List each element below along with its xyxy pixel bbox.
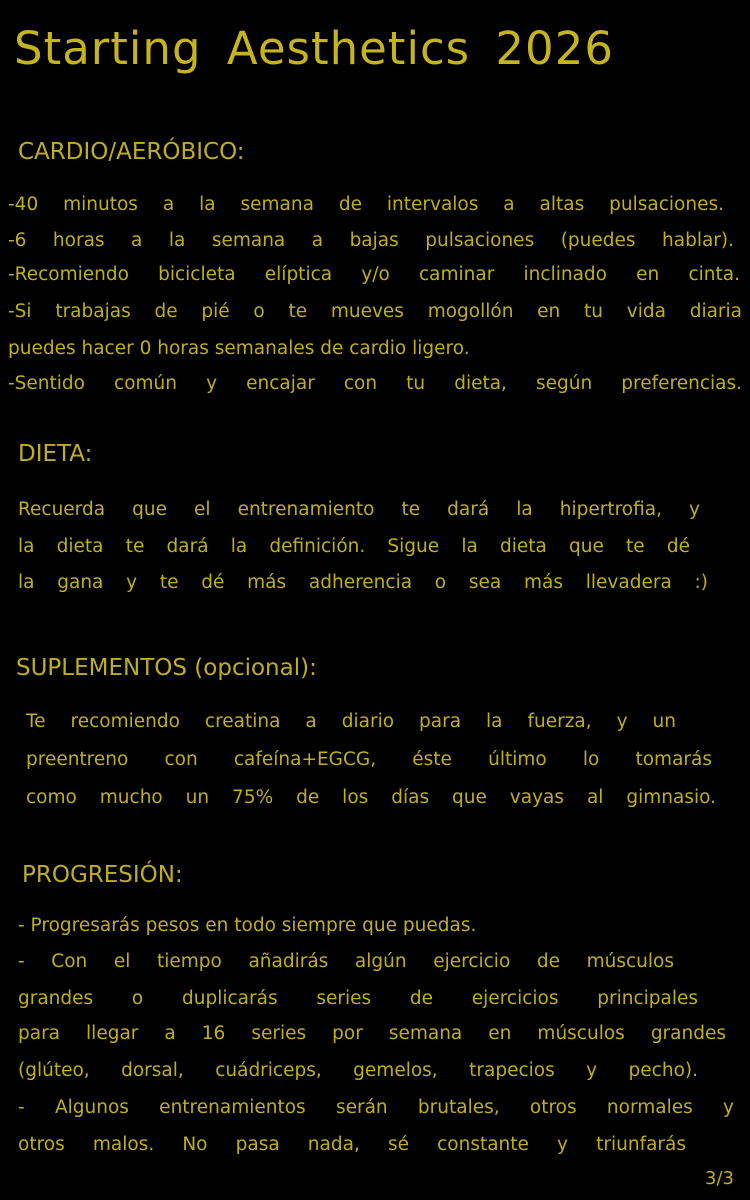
page-title: Starting Aesthetics 2026 [14, 22, 614, 75]
progresion-heading: PROGRESIÓN: [22, 862, 183, 888]
page-number: 3/3 [705, 1168, 734, 1189]
cardio-line: puedes hacer 0 horas semanales de cardio ligero. [8, 338, 470, 359]
progresion-line: para llegar a 16 series por semana en músculos grandes [18, 1023, 726, 1044]
cardio-line: -40 minutos a la semana de intervalos a altas pulsaciones. [8, 194, 724, 215]
cardio-line: -6 horas a la semana a bajas pulsaciones (puedes hablar). [8, 230, 734, 251]
dieta-line: la dieta te dará la definición. Sigue la dieta que te dé [18, 536, 690, 557]
cardio-heading: CARDIO/AERÓBICO: [18, 139, 245, 165]
progresion-line: (glúteo, dorsal, cuádriceps, gemelos, trapecios y pecho). [18, 1060, 698, 1081]
dieta-line: Recuerda que el entrenamiento te dará la hipertrofia, y [18, 499, 700, 520]
cardio-line: -Recomiendo bicicleta elíptica y/o caminar inclinado en cinta. [8, 264, 740, 285]
suplementos-heading: SUPLEMENTOS (opcional): [16, 655, 317, 681]
dieta-line: la gana y te dé más adherencia o sea más llevadera :) [18, 572, 708, 593]
cardio-line: -Si trabajas de pié o te mueves mogollón en tu vida diaria [8, 301, 742, 322]
progresion-line: - Progresarás pesos en todo siempre que puedas. [18, 915, 477, 936]
suplementos-line: como mucho un 75% de los días que vayas al gimnasio. [26, 787, 716, 808]
progresion-line: - Con el tiempo añadirás algún ejercicio de músculos [18, 951, 674, 972]
progresion-line: otros malos. No pasa nada, sé constante y triunfarás [18, 1134, 686, 1155]
cardio-line: -Sentido común y encajar con tu dieta, según preferencias. [8, 373, 742, 394]
suplementos-line: Te recomiendo creatina a diario para la fuerza, y un [26, 711, 676, 732]
progresion-line: grandes o duplicarás series de ejercicios principales [18, 988, 698, 1009]
progresion-line: - Algunos entrenamientos serán brutales, otros normales y [18, 1097, 734, 1118]
dieta-heading: DIETA: [18, 441, 93, 467]
suplementos-line: preentreno con cafeína+EGCG, éste último lo tomarás [26, 749, 712, 770]
